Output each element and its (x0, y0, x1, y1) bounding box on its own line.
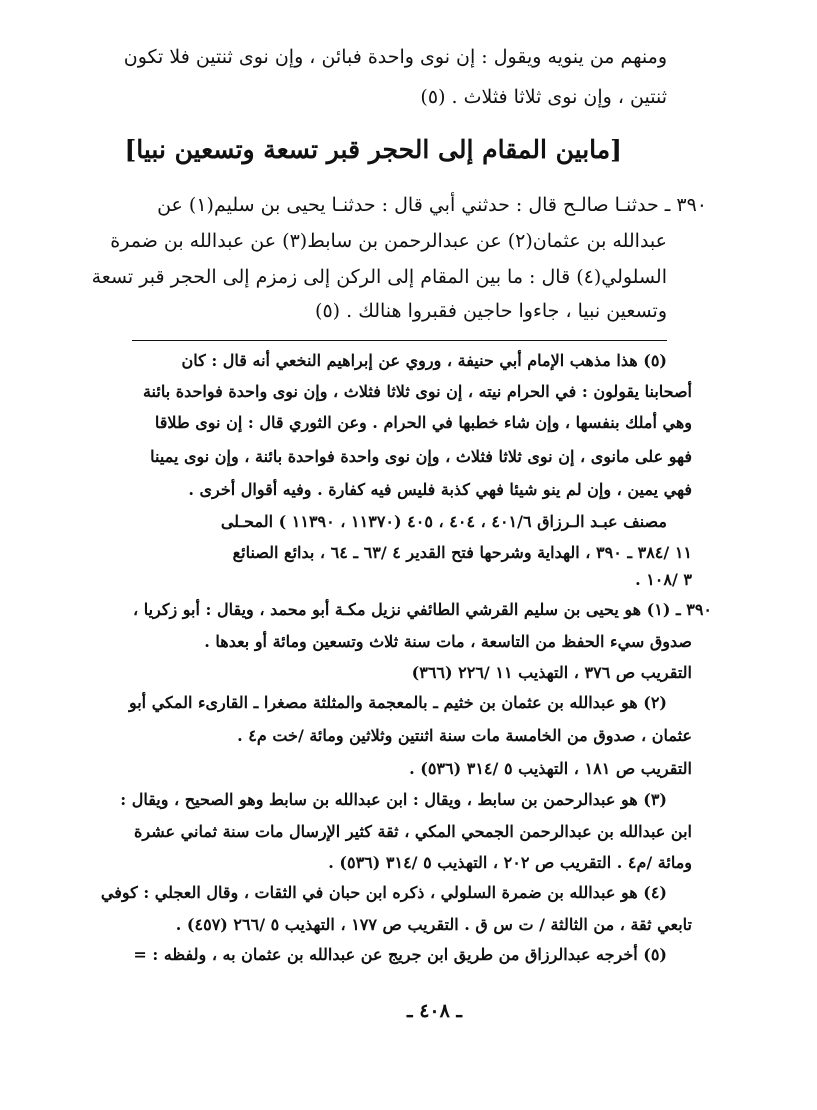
footnote-3-line-2: ابن عبدالله بن عبدالرحمن الجمحي المكي ، ثقة كثير الإرسال مات سنة ثماني عشرة (134, 822, 692, 841)
page-number: ـ ٤٠٨ ـ (407, 1000, 462, 1022)
footnote-prev-line-1: (٥) هذا مذهب الإمام أبي حنيفة ، وروي عن إبراهيم النخعي أنه قال : كان (181, 351, 667, 370)
footnote-prev-line-7: ١١ /٣٨٤ ـ ٣٩٠ ، الهداية وشرحها فتح القدير ٤ /٦٣ ـ ٦٤ ، بدائع الصنائع (232, 543, 692, 562)
footnote-divider (132, 340, 667, 341)
section-heading: [مابين المقام إلى الحجر قبر تسعة وتسعين نبيا] (124, 135, 622, 164)
footnote-1-line-3: التقريب ص ٣٧٦ ، التهذيب ١١ /٢٢٦ (٣٦٦) (411, 663, 692, 682)
footnote-2-line-3: التقريب ص ١٨١ ، التهذيب ٥ /٣١٤ (٥٣٦) . (409, 759, 692, 778)
footnote-prev-line-3: وهي أملك بنفسها ، وإن شاء خطبها في الحرام . وعن الثوري قال : إن نوى طلاقا (154, 413, 692, 432)
footnote-prev-line-6: مصنف عبـد الـرزاق ٤٠١/٦ ، ٤٠٤ ، ٤٠٥ (١١٣٧٠ ، ١١٣٩٠ ) المحـلى (220, 512, 667, 531)
intro-line-1: ومنهم من ينويه ويقول : إن نوى واحدة فبائن ، وإن نوى ثنتين فلا تكون (123, 46, 667, 68)
footnote-prev-line-4: فهو على مانوى ، إن نوى ثلاثا فثلاث ، وإن نوى واحدة فواحدة بائنة ، وإن نوى يمينا (150, 447, 692, 466)
hadith-line-3: السلولي(٤) قال : ما بين المقام إلى الركن إلى زمزم إلى الحجر قبر تسعة (91, 266, 667, 288)
footnote-1-line-2: صدوق سيء الحفظ من التاسعة ، مات سنة ثلاث وتسعين ومائة أو بعدها . (204, 632, 692, 651)
footnote-2-line-2: عثمان ، صدوق من الخامسة مات سنة اثنتين وثلاثين ومائة /خت م٤ . (237, 726, 692, 745)
footnote-4-line-2: تابعي ثقة ، من الثالثة / ت س ق . التقريب ص ١٧٧ ، التهذيب ٥ /٢٦٦ (٤٥٧) . (175, 915, 692, 934)
footnote-prev-line-8: ٣ /١٠٨ . (635, 570, 692, 589)
footnote-3-line-3: ومائة /م٤ . التقريب ص ٢٠٢ ، التهذيب ٥ /٣١٤ (٥٣٦) . (328, 853, 692, 872)
hadith-line-4: وتسعين نبيا ، جاءوا حاجين فقبروا هنالك . (٥) (315, 300, 667, 322)
footnote-prev-line-2: أصحابنا يقولون : في الحرام نيته ، إن نوى ثلاثا فثلاث ، وإن نوى واحدة فواحدة بائنة (142, 382, 692, 401)
footnote-3-line-1: (٣) هو عبدالرحمن بن سابط ، ويقال : ابن عبدالله بن سابط وهو الصحيح ، ويقال : (120, 790, 667, 809)
footnote-2-line-1: (٢) هو عبدالله بن عثمان بن خثيم ـ بالمعجمة والمثلثة مصغرا ـ القارىء المكي أبو (128, 693, 667, 712)
hadith-line-2: عبدالله بن عثمان(٢) عن عبدالرحمن بن سابط(٣) عن عبدالله بن ضمرة (110, 230, 667, 252)
footnote-prev-line-5: فهي يمين ، وإن لم ينو شيئا فهي كذبة فليس فيه كفارة . وفيه أقوال أخرى . (188, 480, 692, 499)
intro-line-2: ثنتين ، وإن نوى ثلاثا فثلاث . (٥) (420, 86, 667, 108)
footnote-1-line-1: ٣٩٠ ـ (١) هو يحيى بن سليم القرشي الطائفي نزيل مكـة أبو محمد ، ويقال : أبو زكريا ، (132, 600, 712, 619)
footnote-5-line-1: (٥) أخرجه عبدالرزاق من طريق ابن جريج عن عبدالله بن عثمان به ، ولفظه : = (133, 945, 667, 964)
footnote-4-line-1: (٤) هو عبدالله بن ضمرة السلولي ، ذكره ابن حبان في الثقات ، وقال العجلي : كوفي (100, 883, 667, 902)
hadith-line-1: ٣٩٠ ـ حدثنـا صالـح قال : حدثني أبي قال : حدثنـا يحيى بن سليم(١) عن (157, 194, 707, 216)
